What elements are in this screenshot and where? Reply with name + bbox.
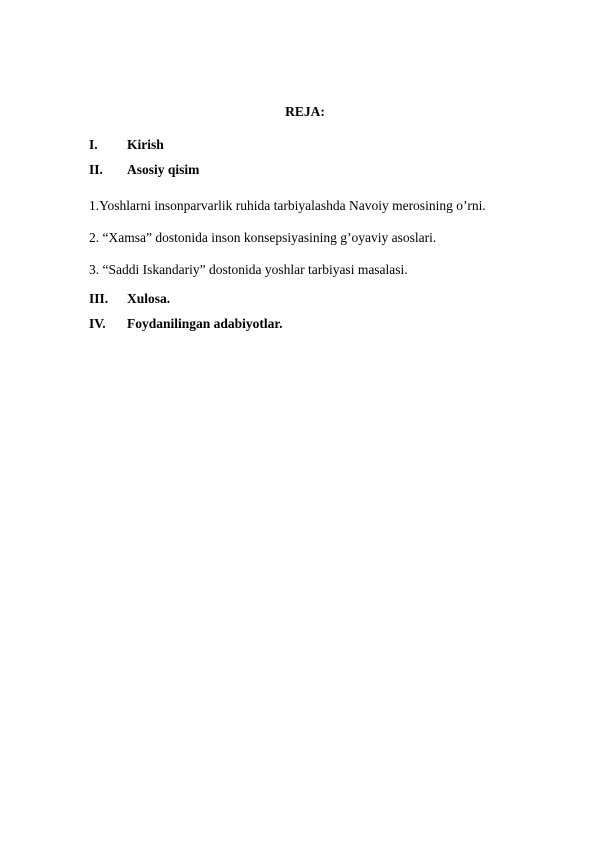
subsection-item: 2. “Xamsa” dostonida inson konsepsiyasining g’oyaviy asoslari.	[89, 230, 437, 245]
subsection-item: 1.Yoshlarni insonparvarlik ruhida tarbiyalashda Navoiy merosining o’rni.	[89, 198, 486, 213]
page-title: REJA:	[285, 104, 325, 119]
outline-label: Foydanilingan adabiyotlar.	[127, 316, 283, 331]
outline-numeral: III.	[89, 291, 109, 306]
subsection-item: 3. “Saddi Iskandariy” dostonida yoshlar tarbiyasi masalasi.	[89, 262, 408, 277]
outline-label: Kirish	[127, 137, 164, 152]
outline-item-asosiy-qisim	[89, 162, 199, 178]
outline-item-adabiyotlar	[89, 316, 283, 332]
outline-numeral: II.	[89, 162, 103, 177]
outline-label: Xulosa.	[127, 291, 171, 306]
outline-numeral: I.	[89, 137, 98, 152]
outline-label: Asosiy qisim	[127, 162, 200, 177]
outline-item-kirish	[89, 137, 164, 153]
outline-item-xulosa	[89, 291, 170, 307]
outline-numeral: IV.	[89, 316, 106, 331]
